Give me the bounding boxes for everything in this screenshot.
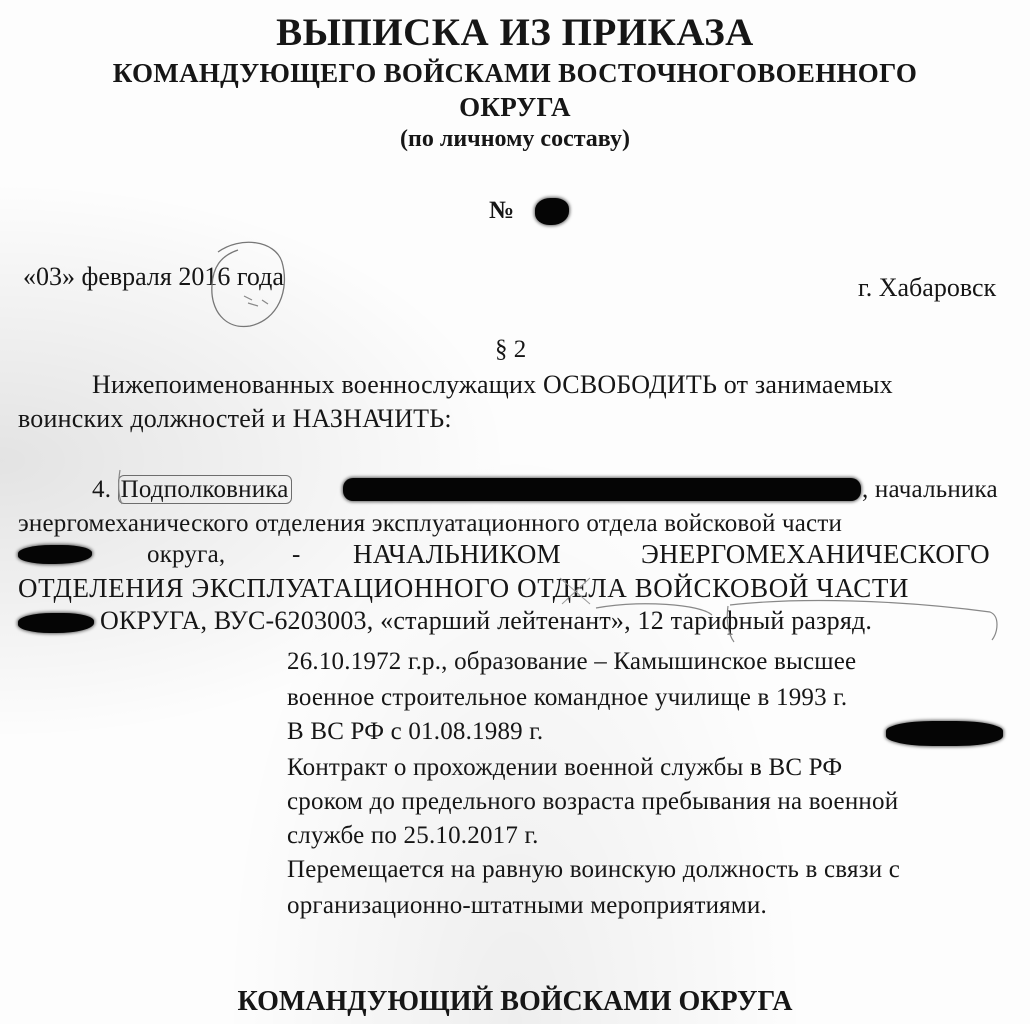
document-subtitle-line-2: ОКРУГА	[459, 92, 571, 122]
item-birth-line-1: 26.10.1972 г.р., образование – Камышинское высшее	[287, 648, 857, 675]
item-line-3-word-1: округа,	[147, 541, 226, 568]
unit-redaction-1	[18, 545, 92, 564]
document-subtitle-line-3: (по личному составу)	[400, 126, 630, 152]
item-rank: Подполковника	[118, 475, 292, 504]
signature-title: КОМАНДУЮЩИЙ ВОЙСКАМИ ОКРУГА	[237, 986, 793, 1017]
date-scribble-annotation	[244, 296, 268, 306]
item-index: 4.	[92, 476, 112, 503]
document-subtitle-line-1: КОМАНДУЮЩЕГО ВОЙСКАМИ ВОСТОЧНОГОВОЕННОГО	[112, 58, 918, 88]
order-date: «03» февраля 2016 года	[23, 262, 284, 291]
order-number-redaction	[535, 198, 569, 225]
order-number-label: №	[489, 197, 515, 224]
item-transfer-line-1: Перемещается на равную воинскую должность в связи с	[287, 856, 901, 883]
item-birth-line-2: военное строительное командное училище в 1993 г.	[287, 684, 848, 711]
item-position-tail: , начальника	[862, 476, 998, 503]
item-line-3-word-2: -	[292, 541, 301, 568]
item-line-5: ОКРУГА, ВУС-6203003, «старший лейтенант», 12 тарифный разряд.	[100, 606, 873, 635]
item-contract-line-1: Контракт о прохождении военной службы в ВС РФ	[287, 754, 843, 781]
item-line-4: ОТДЕЛЕНИЯ ЭКСПЛУАТАЦИОННОГО ОТДЕЛА ВОЙСКОВОЙ ЧАСТИ	[18, 573, 910, 603]
document-title: ВЫПИСКА ИЗ ПРИКАЗА	[276, 11, 754, 54]
item-contract-line-3: службе по 25.10.2017 г.	[287, 822, 539, 849]
name-redaction	[343, 478, 861, 501]
section-intro-line-2: воинских должностей и НАЗНАЧИТЬ:	[18, 404, 452, 433]
item-service: В ВС РФ с 01.08.1989 г.	[287, 718, 544, 745]
item-contract-line-2: сроком до предельного возраста пребывания на военной	[287, 788, 899, 815]
section-mark: § 2	[495, 336, 527, 363]
item-line-3-word-4: ЭНЕРГОМЕХАНИЧЕСКОГО	[641, 539, 990, 569]
signature-redaction	[886, 721, 1003, 746]
unit-redaction-2	[18, 613, 94, 633]
item-line-1	[92, 476, 292, 504]
item-transfer-line-2: организационно-штатными мероприятиями.	[287, 892, 767, 919]
item-line-3-word-3: НАЧАЛЬНИКОМ	[353, 539, 561, 569]
item-line-2: энергомеханического отделения эксплуатационного отдела войсковой части	[18, 510, 843, 537]
order-city: г. Хабаровск	[858, 273, 997, 302]
section-intro-line-1: Нижепоименованных военнослужащих ОСВОБОДИТЬ от занимаемых	[92, 370, 893, 399]
